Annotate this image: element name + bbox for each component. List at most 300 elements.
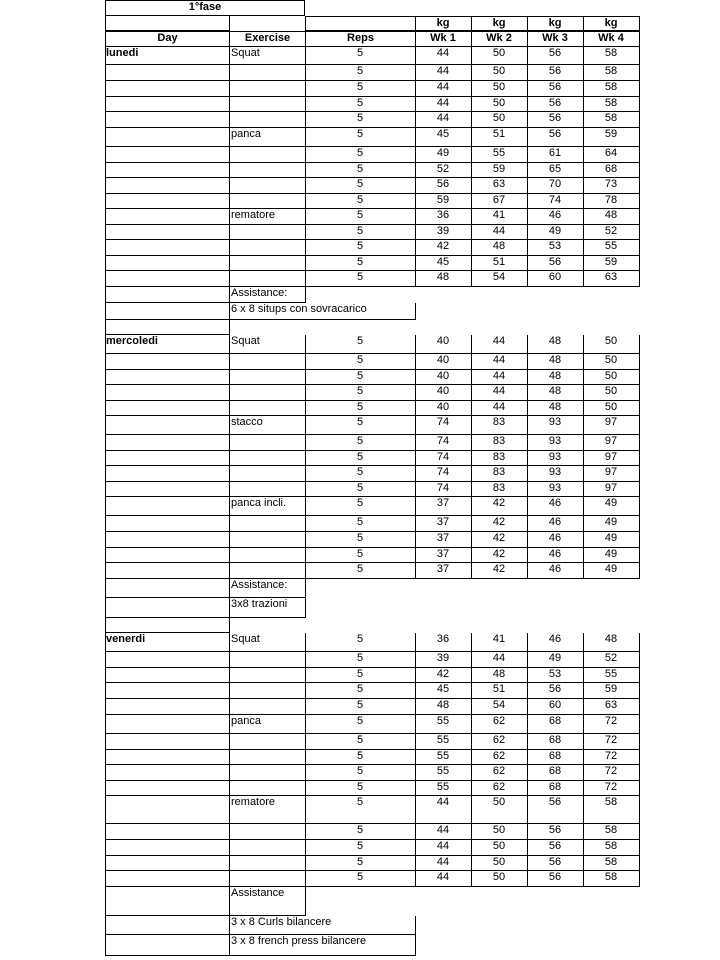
weight-value: 49 (527, 652, 584, 668)
weight-value: 37 (415, 548, 472, 563)
assistance-item: 3 x 8 Curls bilancere (229, 916, 416, 935)
weight-value: 70 (527, 178, 584, 194)
table-row (0, 466, 720, 482)
weight-value: 52 (583, 225, 640, 240)
reps-value: 5 (305, 516, 416, 532)
weight-value: 59 (583, 128, 640, 147)
weight-value: 44 (471, 652, 528, 668)
exercise-name: panca incli. (229, 497, 306, 516)
blank-cell (229, 194, 306, 209)
reps-value: 5 (305, 194, 416, 209)
reps-value: 5 (305, 781, 416, 796)
weight-value: 58 (583, 112, 640, 128)
table-row (0, 871, 720, 887)
exercise-name: stacco (229, 416, 306, 435)
weight-value: 37 (415, 563, 472, 579)
weight-value: 45 (415, 128, 472, 147)
blank-cell (229, 385, 306, 401)
table-row (0, 97, 720, 112)
reps-value: 5 (305, 354, 416, 370)
blank-cell (229, 668, 306, 683)
table-row (0, 81, 720, 97)
week-column-header: Wk 4 (583, 31, 640, 47)
weight-value: 44 (415, 856, 472, 871)
weight-value: 50 (583, 370, 640, 385)
reps-value: 5 (305, 548, 416, 563)
weight-value: 44 (415, 81, 472, 97)
weight-value: 93 (527, 451, 584, 466)
weight-value: 39 (415, 652, 472, 668)
table-row (0, 47, 720, 65)
blank-cell (229, 548, 306, 563)
weight-value: 97 (583, 416, 640, 435)
weight-value: 58 (583, 81, 640, 97)
day-name: lunedi (105, 47, 230, 65)
blank-cell (229, 97, 306, 112)
weight-value: 49 (583, 516, 640, 532)
blank-cell (229, 370, 306, 385)
unit-label: kg (583, 16, 640, 31)
weight-value: 68 (527, 734, 584, 750)
weight-value: 44 (471, 385, 528, 401)
exercise-name: panca (229, 715, 306, 734)
table-row (0, 699, 720, 715)
phase-title: 1°fase (105, 0, 305, 16)
blank-cell (105, 416, 230, 435)
exercise-name: Squat (229, 47, 306, 65)
table-row (0, 128, 720, 147)
weight-value: 74 (527, 194, 584, 209)
reps-value: 5 (305, 871, 416, 887)
weight-value: 42 (471, 563, 528, 579)
blank-cell (229, 81, 306, 97)
week-column-header: Wk 2 (471, 31, 528, 47)
reps-column-header: Reps (305, 31, 416, 47)
weight-value: 56 (527, 796, 584, 824)
table-row (0, 796, 720, 824)
weight-value: 50 (583, 401, 640, 416)
weight-value: 74 (415, 466, 472, 482)
blank-cell (229, 840, 306, 856)
assistance-title: Assistance: (229, 287, 306, 303)
blank-cell (105, 871, 230, 887)
weight-value: 40 (415, 385, 472, 401)
weight-value: 42 (415, 668, 472, 683)
weight-value: 53 (527, 240, 584, 256)
weight-value: 53 (527, 668, 584, 683)
weight-value: 58 (583, 856, 640, 871)
weight-value: 83 (471, 416, 528, 435)
reps-value: 5 (305, 699, 416, 715)
reps-value: 5 (305, 532, 416, 548)
blank-cell (229, 147, 306, 163)
weight-value: 44 (471, 370, 528, 385)
weight-value: 58 (583, 47, 640, 65)
blank-cell (229, 699, 306, 715)
blank-cell (105, 147, 230, 163)
table-row (0, 683, 720, 699)
weight-value: 63 (583, 699, 640, 715)
reps-value: 5 (305, 385, 416, 401)
table-row (0, 750, 720, 765)
table-row (0, 781, 720, 796)
weight-value: 72 (583, 715, 640, 734)
weight-value: 41 (471, 633, 528, 652)
weight-value: 49 (583, 548, 640, 563)
weight-value: 48 (527, 370, 584, 385)
weight-value: 40 (415, 335, 472, 354)
weight-value: 93 (527, 416, 584, 435)
weight-value: 55 (415, 765, 472, 781)
blank-cell (229, 824, 306, 840)
weight-value: 72 (583, 781, 640, 796)
weight-value: 93 (527, 466, 584, 482)
weight-value: 73 (583, 178, 640, 194)
weight-value: 51 (471, 256, 528, 271)
weight-value: 48 (415, 699, 472, 715)
reps-value: 5 (305, 163, 416, 178)
weight-value: 67 (471, 194, 528, 209)
weight-value: 48 (583, 209, 640, 225)
reps-value: 5 (305, 225, 416, 240)
table-row (0, 163, 720, 178)
weight-value: 62 (471, 750, 528, 765)
table-row (0, 451, 720, 466)
weight-value: 46 (527, 209, 584, 225)
blank-cell (105, 563, 230, 579)
reps-value: 5 (305, 112, 416, 128)
weight-value: 46 (527, 516, 584, 532)
blank-cell (105, 163, 230, 178)
weight-value: 52 (583, 652, 640, 668)
weight-value: 93 (527, 435, 584, 451)
unit-label: kg (527, 16, 584, 31)
table-row (0, 715, 720, 734)
weight-value: 44 (415, 112, 472, 128)
blank-cell (105, 287, 230, 303)
weight-value: 74 (415, 416, 472, 435)
blank-cell (229, 178, 306, 194)
blank-cell (105, 652, 230, 668)
weight-value: 64 (583, 147, 640, 163)
blank-cell (105, 715, 230, 734)
table-row (0, 497, 720, 516)
table-row (0, 240, 720, 256)
table-row (0, 256, 720, 271)
reps-value: 5 (305, 81, 416, 97)
weight-value: 61 (527, 147, 584, 163)
reps-value: 5 (305, 47, 416, 65)
weight-value: 45 (415, 683, 472, 699)
weight-value: 59 (583, 683, 640, 699)
table-row (0, 401, 720, 416)
day-column-header: Day (105, 31, 230, 47)
blank-cell (105, 385, 230, 401)
header-columns-row (0, 31, 720, 47)
blank-cell (229, 765, 306, 781)
blank-cell (105, 466, 230, 482)
weight-value: 36 (415, 209, 472, 225)
reps-value: 5 (305, 209, 416, 225)
weight-value: 68 (527, 765, 584, 781)
blank-cell (229, 652, 306, 668)
weight-value: 56 (527, 128, 584, 147)
reps-value: 5 (305, 734, 416, 750)
blank-cell (229, 435, 306, 451)
blank-cell (105, 548, 230, 563)
table-row (0, 734, 720, 750)
assistance-title-row (0, 287, 720, 303)
weight-value: 78 (583, 194, 640, 209)
weight-value: 49 (583, 497, 640, 516)
weight-value: 58 (583, 840, 640, 856)
weight-value: 48 (527, 401, 584, 416)
exercise-name: rematore (229, 796, 306, 824)
weight-value: 63 (583, 271, 640, 287)
table-row (0, 633, 720, 652)
weight-value: 56 (527, 824, 584, 840)
blank-cell (105, 683, 230, 699)
weight-value: 48 (583, 633, 640, 652)
table-row (0, 354, 720, 370)
weight-value: 46 (527, 497, 584, 516)
weight-value: 37 (415, 532, 472, 548)
reps-value: 5 (305, 652, 416, 668)
blank-cell (229, 750, 306, 765)
blank-cell (105, 320, 230, 335)
weight-value: 44 (471, 225, 528, 240)
weight-value: 93 (527, 482, 584, 497)
weight-value: 62 (471, 765, 528, 781)
exercise-name: Squat (229, 633, 306, 652)
table-row (0, 178, 720, 194)
weight-value: 42 (471, 516, 528, 532)
blank-cell (105, 579, 230, 598)
weight-value: 68 (583, 163, 640, 178)
blank-cell (105, 668, 230, 683)
weight-value: 46 (527, 563, 584, 579)
table-row (0, 385, 720, 401)
reps-value: 5 (305, 633, 416, 652)
blank-cell (105, 796, 230, 824)
assistance-row (0, 916, 720, 935)
weight-value: 59 (583, 256, 640, 271)
week-column-header: Wk 1 (415, 31, 472, 47)
reps-value: 5 (305, 840, 416, 856)
reps-value: 5 (305, 416, 416, 435)
blank-cell (105, 194, 230, 209)
table-row (0, 824, 720, 840)
blank-cell (229, 271, 306, 287)
weight-value: 74 (415, 482, 472, 497)
table-row (0, 112, 720, 128)
table-row (0, 563, 720, 579)
blank-cell (105, 128, 230, 147)
weight-value: 48 (471, 240, 528, 256)
blank-cell (229, 112, 306, 128)
reps-value: 5 (305, 256, 416, 271)
blank-cell (229, 563, 306, 579)
blank-cell (105, 435, 230, 451)
reps-value: 5 (305, 178, 416, 194)
weight-value: 68 (527, 781, 584, 796)
unit-label: kg (471, 16, 528, 31)
weight-value: 37 (415, 497, 472, 516)
weight-value: 45 (415, 256, 472, 271)
reps-value: 5 (305, 128, 416, 147)
weight-value: 72 (583, 765, 640, 781)
weight-value: 42 (415, 240, 472, 256)
weight-value: 83 (471, 466, 528, 482)
weight-value: 44 (415, 871, 472, 887)
exercise-column-header: Exercise (229, 31, 306, 47)
weight-value: 54 (471, 271, 528, 287)
weight-value: 51 (471, 128, 528, 147)
weight-value: 44 (415, 65, 472, 81)
blank-cell (229, 532, 306, 548)
weight-value: 62 (471, 734, 528, 750)
blank-cell (105, 401, 230, 416)
reps-value: 5 (305, 497, 416, 516)
weight-value: 50 (471, 97, 528, 112)
blank-cell (105, 618, 230, 633)
blank-cell (105, 303, 230, 320)
reps-value: 5 (305, 856, 416, 871)
weight-value: 56 (527, 47, 584, 65)
blank-cell (105, 65, 230, 81)
weight-value: 50 (471, 871, 528, 887)
weight-value: 37 (415, 516, 472, 532)
weight-value: 65 (527, 163, 584, 178)
weight-value: 50 (471, 840, 528, 856)
blank-cell (105, 598, 230, 618)
weight-value: 63 (471, 178, 528, 194)
weight-value: 55 (415, 715, 472, 734)
blank-cell (229, 734, 306, 750)
weight-value: 56 (527, 840, 584, 856)
weight-value: 36 (415, 633, 472, 652)
weight-value: 56 (527, 97, 584, 112)
weight-value: 55 (583, 240, 640, 256)
blank-cell (105, 209, 230, 225)
table-row (0, 209, 720, 225)
blank-cell (229, 451, 306, 466)
header-unit-row (0, 16, 720, 31)
assistance-item: 3 x 8 french press bilancere (229, 935, 416, 956)
weight-value: 44 (471, 354, 528, 370)
weight-value: 62 (471, 781, 528, 796)
reps-value: 5 (305, 271, 416, 287)
reps-value: 5 (305, 147, 416, 163)
blank-cell (229, 401, 306, 416)
reps-value: 5 (305, 563, 416, 579)
weight-value: 83 (471, 451, 528, 466)
table-row (0, 516, 720, 532)
weight-value: 60 (527, 271, 584, 287)
blank-cell (229, 163, 306, 178)
reps-value: 5 (305, 824, 416, 840)
reps-value: 5 (305, 750, 416, 765)
blank-cell (105, 887, 230, 916)
weight-value: 44 (415, 840, 472, 856)
blank-cell (105, 824, 230, 840)
weight-value: 39 (415, 225, 472, 240)
day-name: venerdi (105, 633, 230, 652)
table-row (0, 65, 720, 81)
blank-cell (229, 225, 306, 240)
table-row (0, 435, 720, 451)
weight-value: 56 (527, 683, 584, 699)
weight-value: 58 (583, 824, 640, 840)
table-row (0, 147, 720, 163)
spacer-row (0, 618, 720, 633)
blank-cell (105, 765, 230, 781)
assistance-row (0, 598, 720, 618)
weight-value: 50 (471, 81, 528, 97)
blank-cell (229, 354, 306, 370)
blank-cell (105, 935, 230, 956)
blank-cell (105, 354, 230, 370)
weight-value: 42 (471, 548, 528, 563)
weight-value: 50 (583, 354, 640, 370)
blank-cell (229, 466, 306, 482)
weight-value: 56 (527, 256, 584, 271)
blank-cell (105, 699, 230, 715)
blank-cell (105, 97, 230, 112)
exercise-name: Squat (229, 335, 306, 354)
blank-cell (105, 532, 230, 548)
blank-cell (229, 256, 306, 271)
weight-value: 58 (583, 871, 640, 887)
weight-value: 49 (583, 532, 640, 548)
weight-value: 74 (415, 451, 472, 466)
blank-cell (229, 516, 306, 532)
weight-value: 50 (471, 824, 528, 840)
assistance-row (0, 935, 720, 956)
weight-value: 50 (471, 112, 528, 128)
blank-cell (105, 240, 230, 256)
table-row (0, 532, 720, 548)
assistance-title: Assistance: (229, 579, 306, 598)
blank-cell (105, 734, 230, 750)
reps-value: 5 (305, 335, 416, 354)
blank-cell (105, 370, 230, 385)
reps-value: 5 (305, 765, 416, 781)
weight-value: 50 (471, 47, 528, 65)
blank-cell (105, 178, 230, 194)
weight-value: 56 (527, 112, 584, 128)
weight-value: 62 (471, 715, 528, 734)
reps-value: 5 (305, 796, 416, 824)
weight-value: 68 (527, 715, 584, 734)
weight-value: 55 (415, 734, 472, 750)
weight-value: 72 (583, 734, 640, 750)
week-column-header: Wk 3 (527, 31, 584, 47)
weight-value: 56 (527, 65, 584, 81)
weight-value: 49 (527, 225, 584, 240)
weight-value: 48 (471, 668, 528, 683)
weight-value: 50 (471, 856, 528, 871)
weight-value: 97 (583, 466, 640, 482)
blank-cell (105, 856, 230, 871)
reps-value: 5 (305, 668, 416, 683)
table-row (0, 370, 720, 385)
table-row (0, 335, 720, 354)
blank-cell (105, 112, 230, 128)
weight-value: 58 (583, 796, 640, 824)
weight-value: 51 (471, 683, 528, 699)
weight-value: 46 (527, 532, 584, 548)
